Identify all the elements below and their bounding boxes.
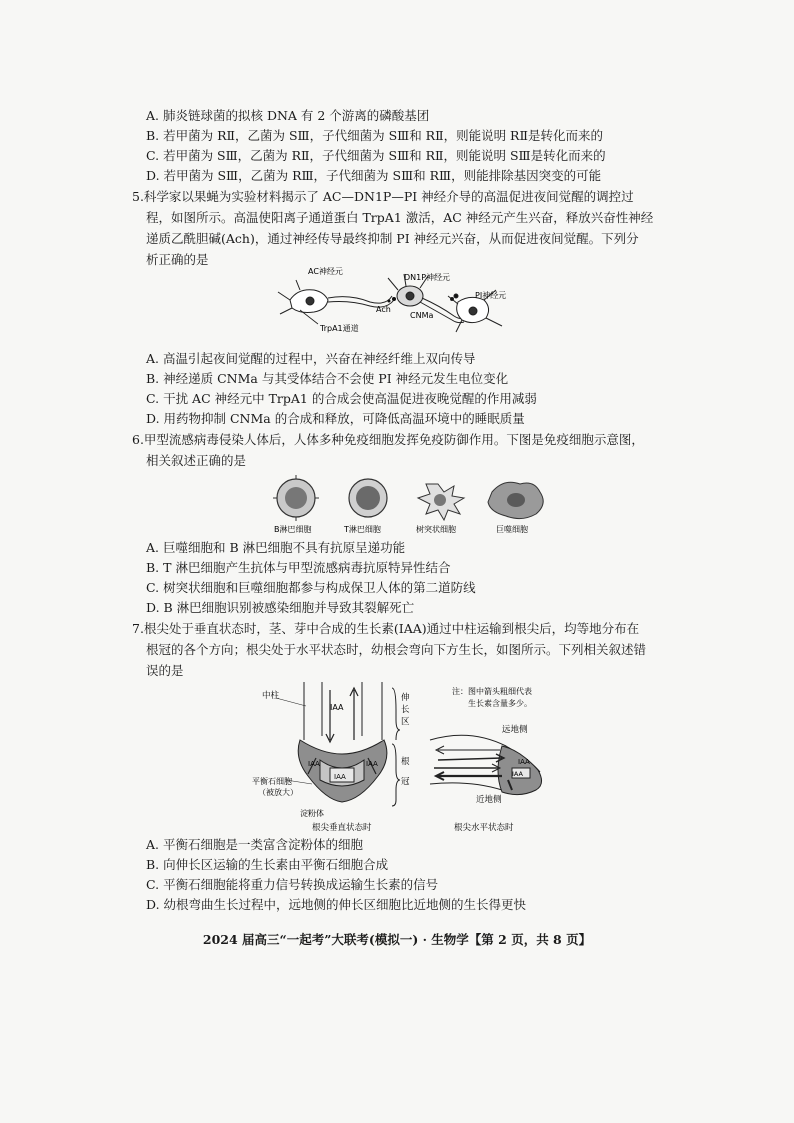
q7-option-c: C. 平衡石细胞能将重力信号转换成运输生长素的信号 <box>146 877 439 892</box>
label-cnma: CNMa <box>410 311 434 320</box>
label-trpa1: TrpA1通道 <box>320 324 359 333</box>
ac-neuron <box>278 280 394 324</box>
q4-option-b: B. 若甲菌为 RⅡ，乙菌为 SⅢ，子代细菌为 SⅢ和 RⅡ，则能说明 RⅡ是转化而来的 <box>146 128 603 143</box>
label-pinghengshi: 平衡石细胞 <box>252 777 292 786</box>
ach-vesicle-icon <box>392 297 396 301</box>
label-iaa: IAA <box>512 770 523 778</box>
label-pi-neuron: PI神经元 <box>475 291 507 300</box>
immune-cells-figure <box>268 472 558 538</box>
label-genguan <box>401 756 410 787</box>
label-ach: Ach <box>376 305 391 314</box>
svg-text:根: 根 <box>401 757 410 767</box>
label-note-2: 生长素含量多少。 <box>468 699 532 708</box>
macrophage-icon <box>488 482 543 518</box>
q5-stem-line: 递质乙酰胆碱(Ach)，通过神经传导最终抑制 PI 神经元兴奋，从而促进夜间觉醒。下列分 <box>146 231 639 246</box>
q7-option-b: B. 向伸长区运输的生长素由平衡石细胞合成 <box>146 857 389 872</box>
q4-option-a: A. 肺炎链球菌的拟核 DNA 有 2 个游离的磷酸基团 <box>146 108 430 123</box>
q5-stem-line: 5.科学家以果蝇为实验材料揭示了 AC—DN1P—PI 神经介导的高温促进夜间觉醒的调控过 <box>132 189 634 204</box>
q6-stem <box>132 429 672 471</box>
q5-stem <box>132 186 672 270</box>
q6-stem-line: 相关叙述正确的是 <box>146 453 247 468</box>
label-zhongzhu: 中柱 <box>262 691 280 701</box>
q7-stem-line: 误的是 <box>146 663 184 678</box>
label-horizontal-state: 根尖水平状态时 <box>454 823 514 833</box>
label-yuandi: 远地侧 <box>502 725 528 735</box>
svg-text:冠: 冠 <box>401 777 410 787</box>
label-dianfenti: 淀粉体 <box>300 809 324 818</box>
b-cell-icon <box>273 475 319 521</box>
label-iaa: IAA <box>518 758 530 766</box>
q6-stem-line: 6.甲型流感病毒侵染人体后，人体多种免疫细胞发挥免疫防御作用。下图是免疫细胞示意图， <box>132 432 644 447</box>
q6-option-d: D. B 淋巴细胞识别被感染细胞并导致其裂解死亡 <box>146 600 415 615</box>
q5-stem-line: 程，如图所示。高温使阳离子通道蛋白 TrpA1 激活，AC 神经元产生兴奋，释放兴奋性神经 <box>146 210 654 225</box>
label-dendritic-cell: 树突状细胞 <box>416 525 456 534</box>
t-cell-icon <box>349 479 387 517</box>
dendritic-cell-icon <box>418 484 464 520</box>
q4-option-c: C. 若甲菌为 SⅢ，乙菌为 RⅡ，子代细菌为 SⅢ和 RⅡ，则能说明 SⅢ是转化而来的 <box>146 148 606 163</box>
label-iaa: IAA <box>330 703 344 712</box>
q6-option-a: A. 巨噬细胞和 B 淋巴细胞不具有抗原呈递功能 <box>146 540 406 555</box>
label-beifangda: （被放大） <box>258 788 298 797</box>
q7-stem-line: 根冠的各个方向；根尖处于水平状态时，幼根会弯向下方生长，如图所示。下列相关叙述错 <box>146 642 647 657</box>
label-t-cell: T淋巴细胞 <box>344 525 381 534</box>
q5-option-c: C. 干扰 AC 神经元中 TrpA1 的合成会使高温促进夜晚觉醒的作用减弱 <box>146 391 537 406</box>
label-jindi: 近地侧 <box>476 795 502 805</box>
q7-option-a: A. 平衡石细胞是一类富含淀粉体的细胞 <box>146 837 363 852</box>
q5-option-b: B. 神经递质 CNMa 与其受体结合不会使 PI 神经元发生电位变化 <box>146 371 509 386</box>
q7-stem-line: 7.根尖处于垂直状态时，茎、芽中合成的生长素(IAA)通过中柱运输到根尖后，均等地分布在 <box>132 621 640 636</box>
svg-text:长: 长 <box>401 705 410 715</box>
q6-option-b: B. T 淋巴细胞产生抗体与甲型流感病毒抗原特异性结合 <box>146 560 451 575</box>
label-vertical-state: 根尖垂直状态时 <box>312 823 372 833</box>
label-iaa: IAA <box>308 760 320 768</box>
q7-stem <box>132 618 672 681</box>
q5-option-d: D. 用药物抑制 CNMa 的合成和释放，可降低高温环境中的睡眠质量 <box>146 411 525 426</box>
svg-text:伸: 伸 <box>401 693 410 703</box>
q6-option-c: C. 树突状细胞和巨噬细胞都参与构成保卫人体的第二道防线 <box>146 580 476 595</box>
label-iaa: IAA <box>334 773 346 781</box>
root-tip-figure <box>250 680 560 838</box>
label-iaa: IAA <box>366 760 378 768</box>
label-b-cell: B淋巴细胞 <box>274 525 312 534</box>
label-dn1p-neuron: DN1P神经元 <box>404 273 451 282</box>
neuron-diagram <box>270 266 570 340</box>
label-ac-neuron: AC神经元 <box>308 267 343 276</box>
q5-option-a: A. 高温引起夜间觉醒的过程中，兴奋在神经纤维上双向传导 <box>146 351 476 366</box>
ach-vesicle-icon <box>388 300 391 303</box>
q4-option-d: D. 若甲菌为 SⅢ，乙菌为 RⅢ，子代细菌为 SⅢ和 RⅢ，则能排除基因突变的可能 <box>146 168 602 183</box>
q7-option-d: D. 幼根弯曲生长过程中，远地侧的伸长区细胞比近地侧的生长得更快 <box>146 897 527 912</box>
label-macrophage: 巨噬细胞 <box>496 525 528 534</box>
label-shenchangqu <box>401 692 410 727</box>
label-note-1: 注：图中箭头粗细代表 <box>452 687 532 696</box>
svg-text:区: 区 <box>401 717 410 727</box>
page-footer: 2024 届高三“一起考”大联考(模拟一) · 生物学【第 2 页，共 8 页】 <box>202 932 592 947</box>
q5-stem-line: 析正确的是 <box>146 252 209 267</box>
